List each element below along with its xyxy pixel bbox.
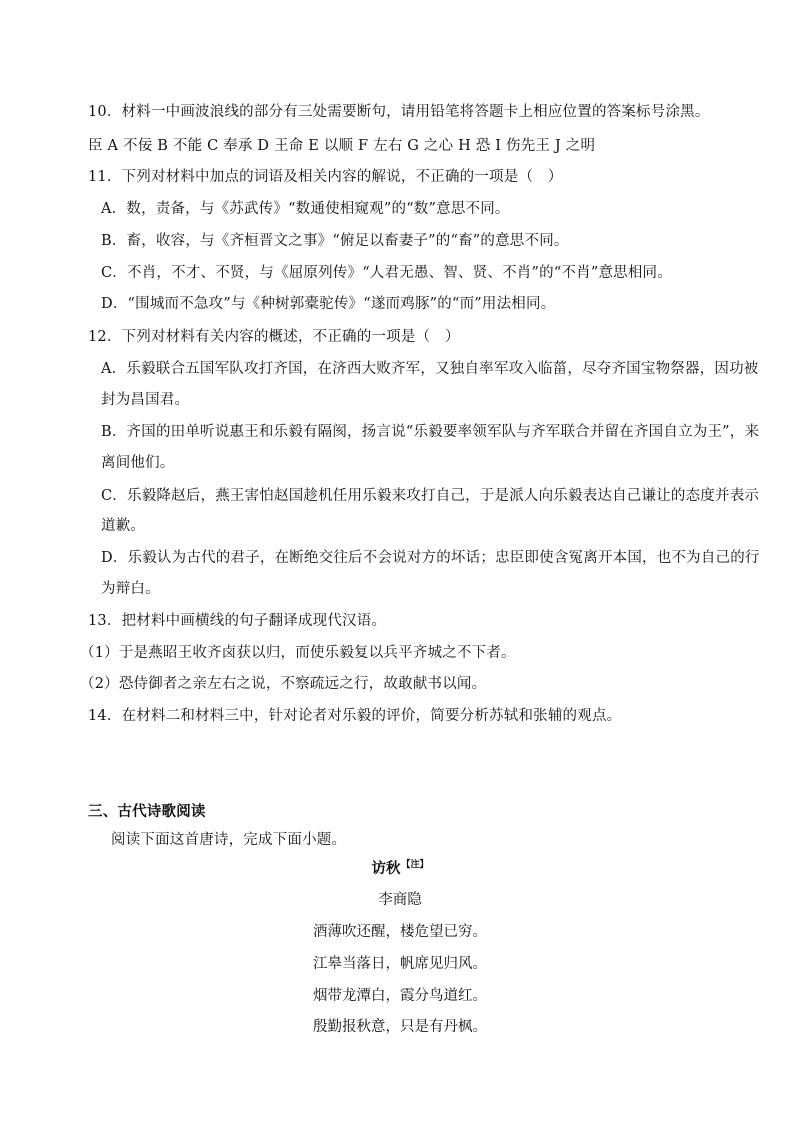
poem-line-4: 殷勤报秋意，只是有丹枫。 bbox=[313, 1019, 487, 1035]
q13-sentence-2: （2）恐侍御者之亲左右之说，不察疏远之行，故敢献书以闻。 bbox=[80, 676, 487, 692]
poem-author: 李商隐 bbox=[378, 892, 422, 908]
q12-option-a-line2: 封为昌国君。 bbox=[101, 392, 190, 408]
poem-title: 访秋 bbox=[371, 859, 401, 877]
section-title: 三、古代诗歌阅读 bbox=[88, 803, 206, 820]
q12-option-b-line2: 离间他们。 bbox=[101, 455, 175, 471]
poem-note-marker: 【注】 bbox=[401, 860, 429, 870]
q12-option-d-line1: D．乐毅认为古代的君子，在断绝交往后不会说对方的坏话；忠臣即使含冤离开本国，也不为自己的行 bbox=[101, 550, 760, 566]
q11-option-d: D．“围城而不急攻”与《种树郭橐驼传》“遂而鸡豚”的“而”用法相同。 bbox=[101, 296, 556, 312]
q12-option-a-line1: A．乐毅联合五国军队攻打齐国，在济西大败齐军，又独自率军攻入临菑，尽夺齐国宝物祭器，因功被 bbox=[101, 361, 759, 377]
q11-option-b: B．畜，收容，与《齐桓晋文之事》“俯足以畜妻子”的“畜”的意思不同。 bbox=[101, 233, 569, 249]
q12-option-b-line1: B．齐国的田单听说惠王和乐毅有隔阂，扬言说“乐毅要率领军队与齐军联合并留在齐国自立为王”，来 bbox=[101, 424, 760, 440]
q10-stem: 10．材料一中画波浪线的部分有三处需要断句，请用铅笔将答题卡上相应位置的答案标号涂黑。 bbox=[88, 104, 710, 120]
q12-stem: 12．下列对材料有关内容的概述，不正确的一项是（ ） bbox=[88, 329, 460, 345]
poem-line-2: 江皋当落日，帆席见归风。 bbox=[313, 956, 487, 972]
q13-stem: 13．把材料中画横线的句子翻译成现代汉语。 bbox=[88, 613, 387, 629]
q11-option-a: A．数，责备，与《苏武传》“数通使相窥观”的“数”意思不同。 bbox=[101, 201, 510, 217]
q12-option-c-line2: 道歉。 bbox=[101, 518, 146, 534]
section-instruction: 阅读下面这首唐诗，完成下面小题。 bbox=[111, 832, 347, 848]
q12-option-d-line2: 为辩白。 bbox=[101, 581, 160, 597]
q11-stem: 11．下列对材料中加点的词语及相关内容的解说，不正确的一项是（ ） bbox=[88, 169, 563, 185]
q13-sentence-1: （1）于是燕昭王收齐卤获以归，而使乐毅复以兵平齐城之不下者。 bbox=[80, 645, 516, 661]
poem-title-line bbox=[0, 855, 800, 879]
poem-line-1: 酒薄吹还醒，楼危望已穷。 bbox=[313, 924, 487, 940]
poem-line-3: 烟带龙潭白，霞分鸟道红。 bbox=[313, 988, 487, 1004]
q14-stem: 14．在材料二和材料三中，针对论者对乐毅的评价，简要分析苏轼和张辅的观点。 bbox=[88, 708, 622, 724]
q12-option-c-line1: C．乐毅降赵后，燕王害怕赵国趁机任用乐毅来攻打自己，于是派人向乐毅表达自己谦让的态度并表示 bbox=[101, 488, 760, 504]
q11-option-c: C．不肖，不才、不贤，与《屈原列传》“人君无愚、智、贤、不肖”的“不肖”意思相同。 bbox=[101, 265, 672, 281]
q10-text: 臣 A 不佞 B 不能 C 奉承 D 王命 E 以顺 F 左右 G 之心 H 恐 I 伤先王 J 之明 bbox=[88, 138, 596, 154]
